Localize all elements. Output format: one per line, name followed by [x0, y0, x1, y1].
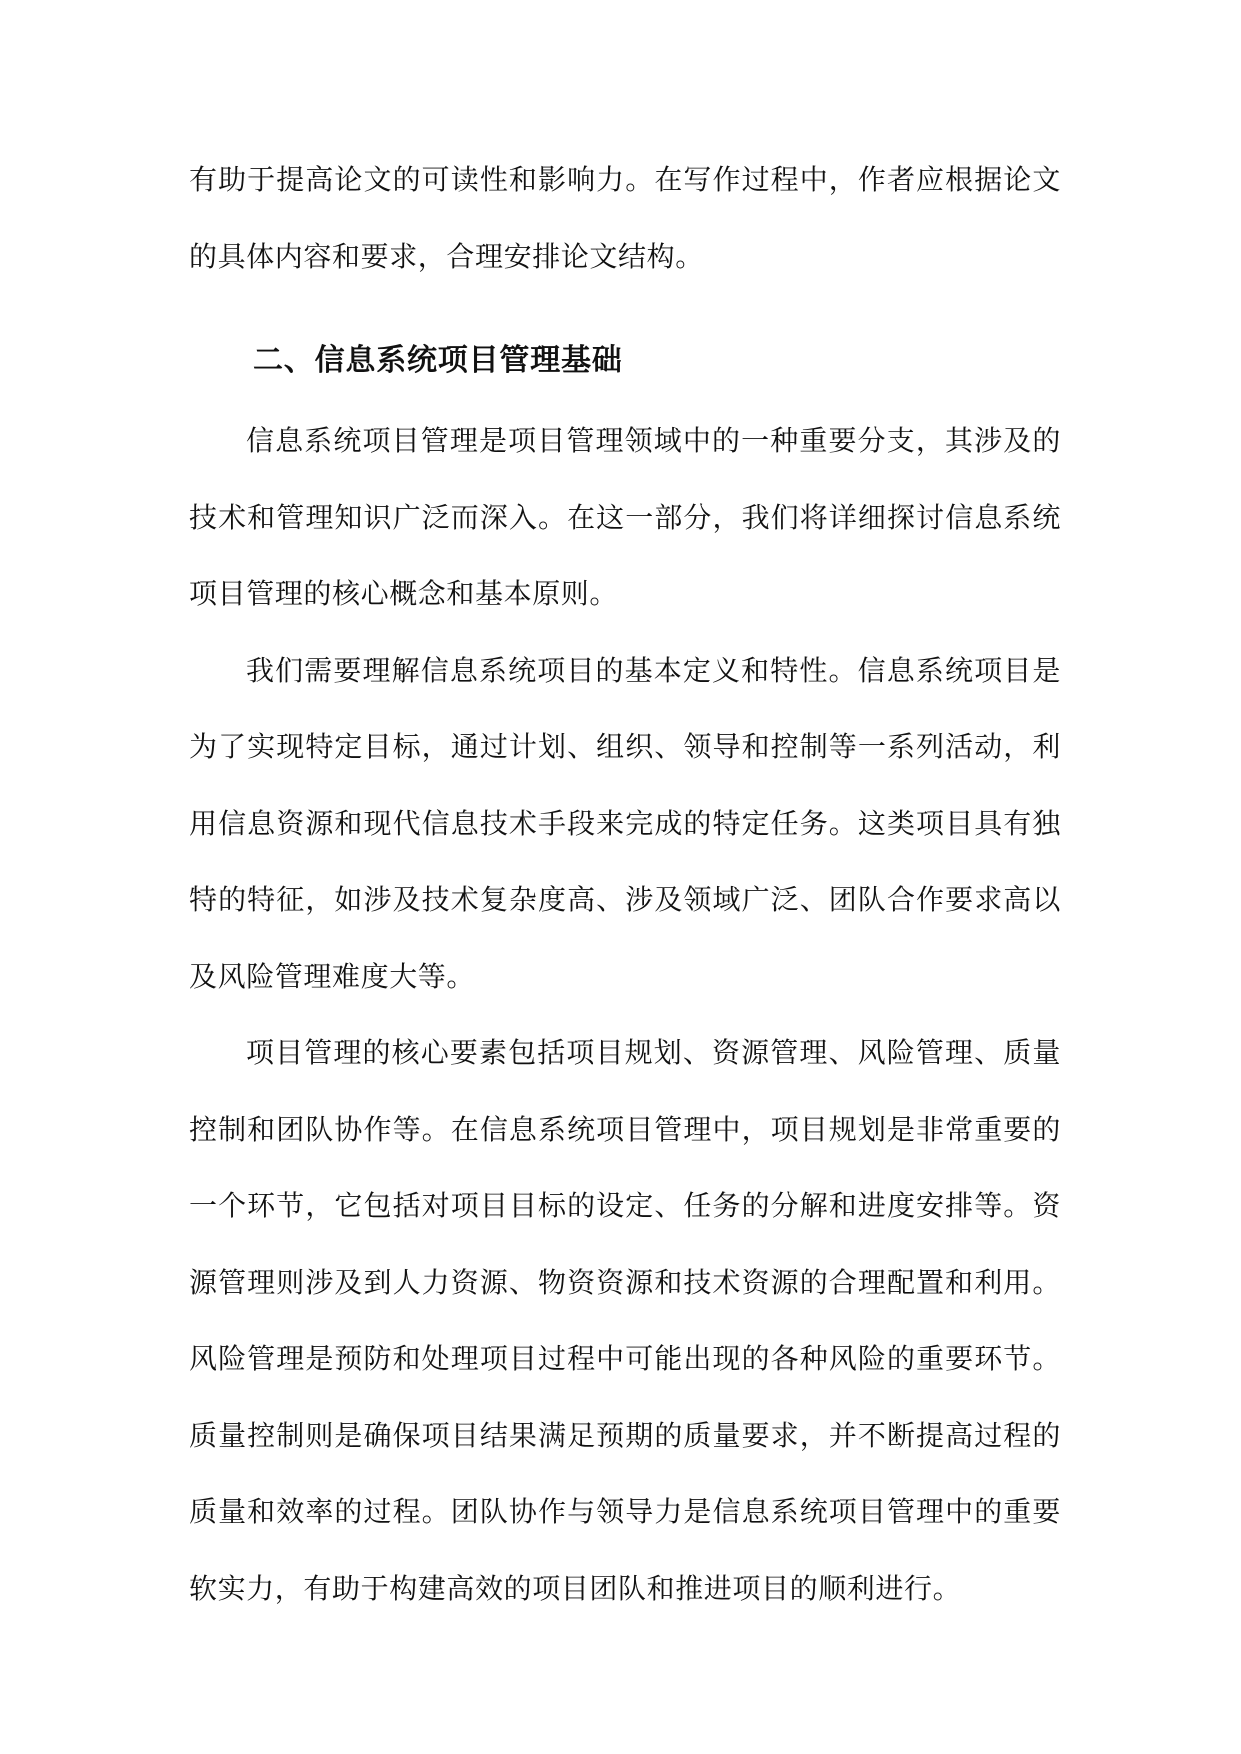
paragraph-intro: 信息系统项目管理是项目管理领域中的一种重要分支，其涉及的技术和管理知识广泛而深入。在这一部分，我们将详细探讨信息系统项目管理的核心概念和基本原则。 [189, 424, 1061, 610]
paragraph-continued: 有助于提高论文的可读性和影响力。在写作过程中，作者应根据论文的具体内容和要求，合理安排论文结构。 [189, 163, 1061, 273]
paragraph-core-elements: 项目管理的核心要素包括项目规划、资源管理、风险管理、质量控制和团队协作等。在信息系统项目管理中，项目规划是非常重要的一个环节，它包括对项目目标的设定、任务的分解和进度安排等。资源管理则涉及到人力资源、物资资源和技术资源的合理配置和利用。风险管理是预防和处理项目过程中可能出现的各种风险的重要环节。质量控制则是确保项目结果满足预期的质量要求，并不断提高过程的质量和效率的过程。团队协作与领导力是信息系统项目管理中的重要软实力，有助于构建高效的项目团队和推进项目的顺利进行。 [189, 1036, 1061, 1605]
section-heading: 二、信息系统项目管理基础 [253, 343, 623, 378]
paragraph-definition: 我们需要理解信息系统项目的基本定义和特性。信息系统项目是为了实现特定目标，通过计划、组织、领导和控制等一系列活动，利用信息资源和现代信息技术手段来完成的特定任务。这类项目具有独特的特征，如涉及技术复杂度高、涉及领域广泛、团队合作要求高以及风险管理难度大等。 [189, 653, 1061, 993]
document-body [189, 142, 1061, 1627]
